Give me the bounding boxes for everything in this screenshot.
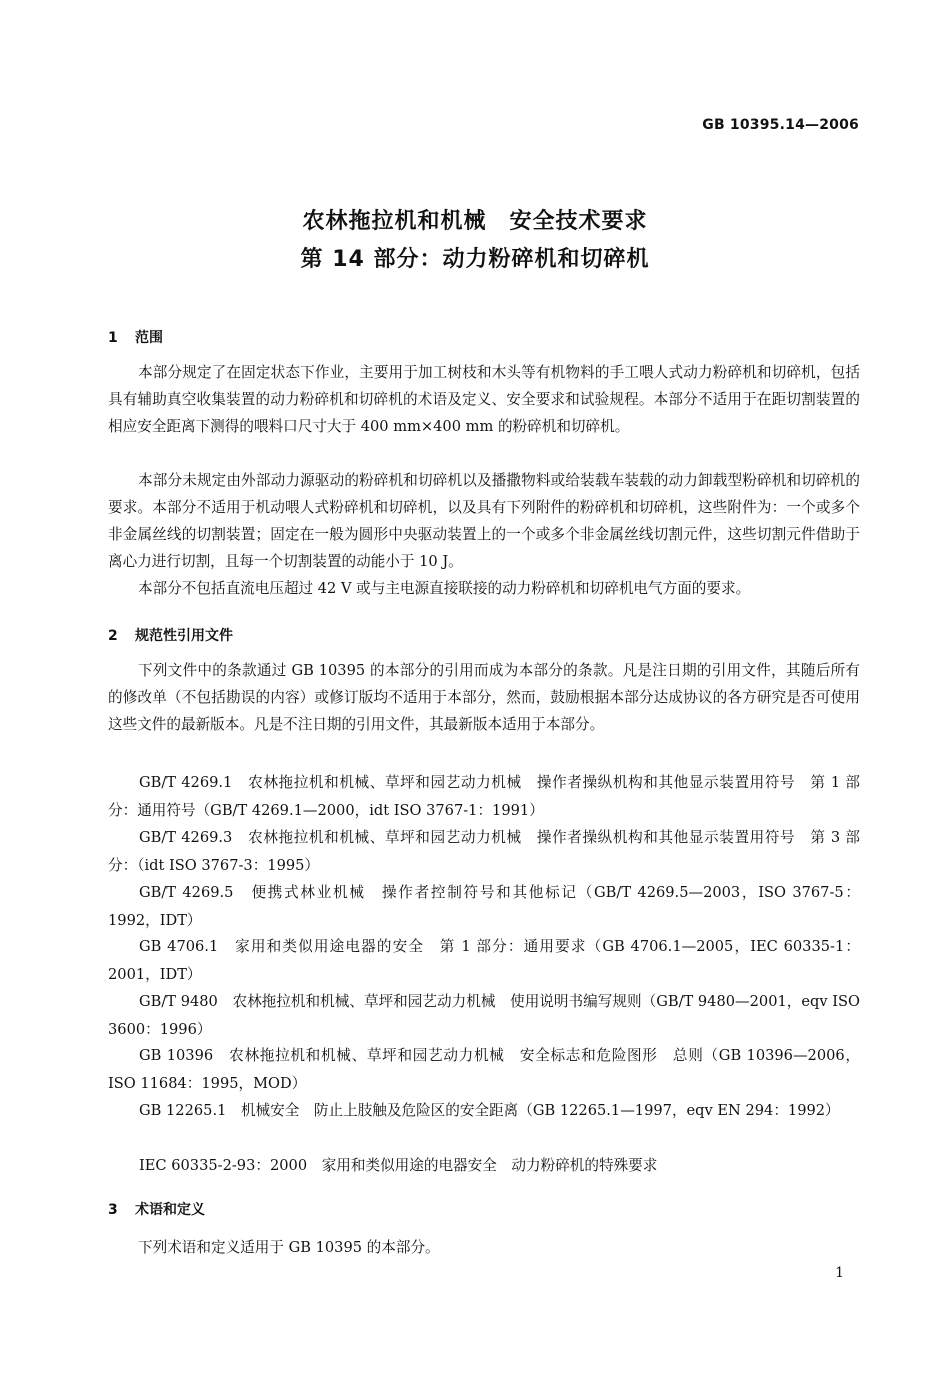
section-number: 1 (108, 330, 118, 346)
page-number: 1 (835, 1265, 844, 1281)
section-heading-scope (108, 327, 163, 347)
paragraph: 下列术语和定义适用于 GB 10395 的本部分。 (138, 1239, 440, 1256)
reference-item: GB/T 4269.5 便携式林业机械 操作者控制符号和其他标记（GB/T 4269.5—2003，ISO 3767-5：1992，IDT） (108, 884, 860, 929)
section-heading-normative-references (108, 625, 233, 645)
section-title: 术语和定义 (135, 1202, 205, 1218)
paragraph: 本部分规定了在固定状态下作业，主要用于加工树枝和木头等有机物料的手工喂人式动力粉碎机和切碎机，包括具有辅助真空收集装置的动力粉碎机和切碎机的术语及定义、安全要求和试验规程。本部分不适用于在距切割装置的相应安全距离下测得的喂料口尺寸大于 400 mm×400 mm 的粉碎机和切碎机。 (108, 364, 860, 435)
section-title: 规范性引用文件 (135, 628, 233, 644)
reference-item: GB/T 9480 农林拖拉机和机械、草坪和园艺动力机械 使用说明书编写规则（GB/T 9480—2001，eqv ISO 3600：1996） (108, 993, 860, 1038)
paragraph: 本部分不包括直流电压超过 42 V 或与主电源直接联接的动力粉碎机和切碎机电气方面的要求。 (138, 580, 751, 597)
reference-item: GB/T 4269.3 农林拖拉机和机械、草坪和园艺动力机械 操作者操纵机构和其他显示装置用符号 第 3 部分：（idt ISO 3767-3：1995） (108, 829, 860, 874)
document-title-line-2: 第 14 部分：动力粉碎机和切碎机 (300, 247, 650, 272)
reference-item: GB/T 4269.1 农林拖拉机和机械、草坪和园艺动力机械 操作者操纵机构和其他显示装置用符号 第 1 部分：通用符号（GB/T 4269.1—2000，idt ISO 3767-1：1991） (108, 774, 860, 819)
section-number: 2 (108, 628, 118, 644)
section-title: 范围 (135, 330, 163, 346)
document-title-line-1: 农林拖拉机和机械 安全技术要求 (302, 209, 648, 234)
reference-item: GB 4706.1 家用和类似用途电器的安全 第 1 部分：通用要求（GB 4706.1—2005，IEC 60335-1：2001，IDT） (108, 938, 860, 983)
reference-item: GB 12265.1 机械安全 防止上肢触及危险区的安全距离（GB 12265.1—1997，eqv EN 294：1992） (139, 1102, 840, 1119)
standard-number: GB 10395.14—2006 (702, 117, 859, 133)
reference-item: GB 10396 农林拖拉机和机械、草坪和园艺动力机械 安全标志和危险图形 总则（GB 10396—2006，ISO 11684：1995，MOD） (108, 1047, 860, 1092)
paragraph: 下列文件中的条款通过 GB 10395 的本部分的引用而成为本部分的条款。凡是注日期的引用文件，其随后所有的修改单（不包括勘误的内容）或修订版均不适用于本部分，然而，鼓励根据本部分达成协议的各方研究是否可使用这些文件的最新版本。凡是不注日期的引用文件，其最新版本适用于本部分。 (108, 662, 860, 733)
section-heading-terms-and-definitions (108, 1199, 205, 1219)
paragraph: 本部分未规定由外部动力源驱动的粉碎机和切碎机以及播撒物料或给装载车装载的动力卸载型粉碎机和切碎机的要求。本部分不适用于机动喂人式粉碎机和切碎机，以及具有下列附件的粉碎机和切碎机，这些附件为：一个或多个非金属丝线的切割装置；固定在一般为圆形中央驱动装置上的一个或多个非金属丝线切割元件，这些切割元件借助于离心力进行切割，且每一个切割装置的动能小于 10 J。 (108, 472, 860, 570)
section-number: 3 (108, 1202, 118, 1218)
reference-item: IEC 60335-2-93：2000 家用和类似用途的电器安全 动力粉碎机的特殊要求 (139, 1157, 658, 1174)
